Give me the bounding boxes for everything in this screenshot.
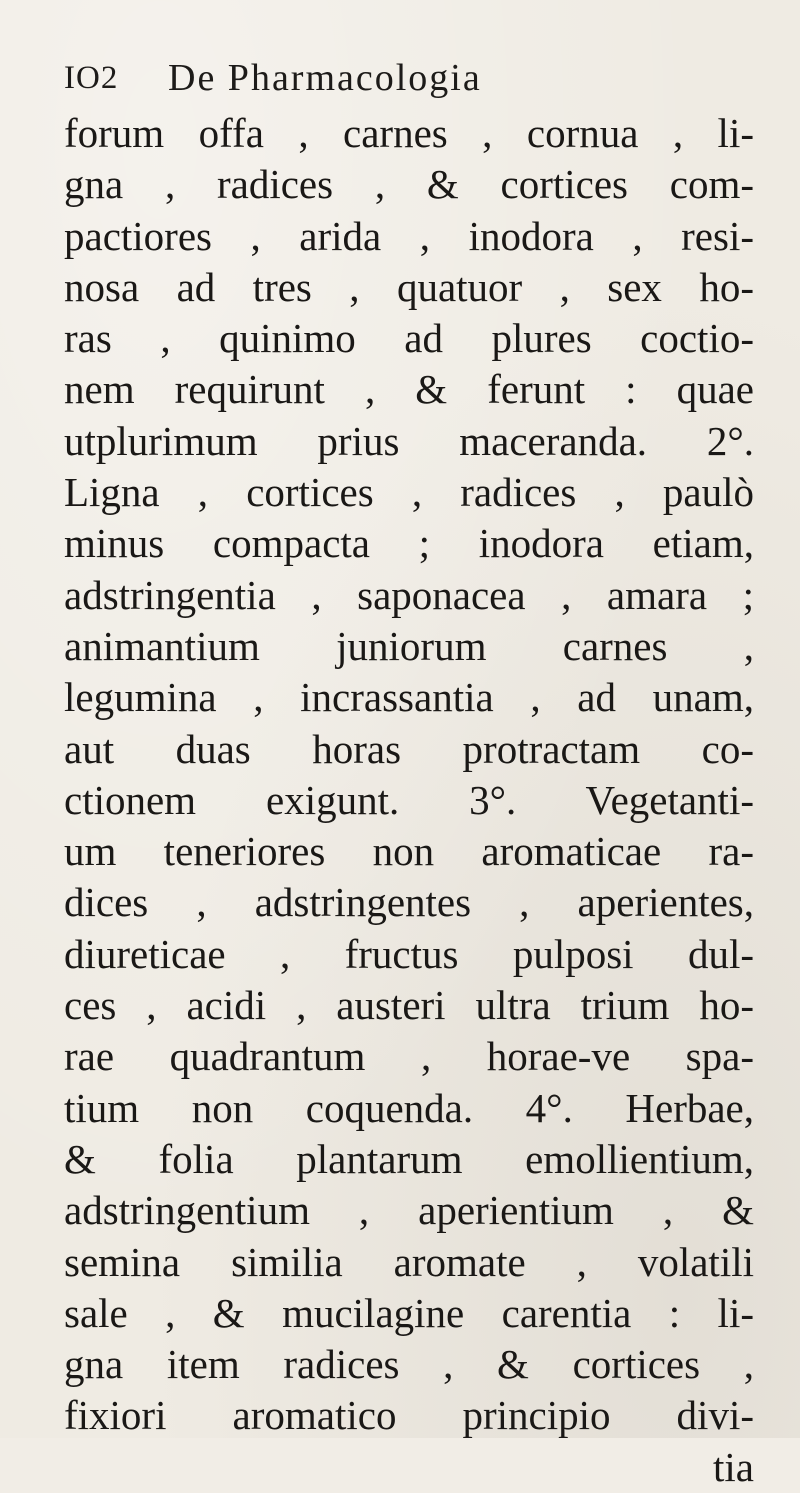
running-head: De Pharmacologia — [168, 57, 482, 99]
text-line: dices , adstringentes , aperientes, — [64, 879, 754, 926]
text-line: diureticae , fructus pulposi dul- — [64, 930, 754, 977]
text-line: & folia plantarum emollientium, — [64, 1135, 754, 1182]
body-text — [64, 108, 754, 1493]
text-line: Ligna , cortices , radices , paulò — [64, 469, 754, 516]
page-header — [64, 54, 744, 102]
text-line: animantium juniorum carnes , — [64, 622, 754, 669]
text-line: adstringentium , aperientium , & — [64, 1187, 754, 1234]
text-line: gna item radices , & cortices , — [64, 1341, 754, 1388]
text-line: gna , radices , & cortices com- — [64, 161, 754, 208]
text-line: aut duas horas protractam co- — [64, 725, 754, 772]
text-line: rae quadrantum , horae-ve spa- — [64, 1033, 754, 1080]
text-line: legumina , incrassantia , ad unam, — [64, 674, 754, 721]
text-line: semina similia aromate , volatili — [64, 1238, 754, 1285]
text-line: ces , acidi , austeri ultra trium ho- — [64, 982, 754, 1029]
text-line-catchword: tia — [713, 1443, 754, 1490]
text-line: adstringentia , saponacea , amara ; — [64, 571, 754, 618]
text-line: um teneriores non aromaticae ra- — [64, 828, 754, 875]
text-line: fixiori aromatico principio divi- — [64, 1392, 754, 1439]
text-line: utplurimum prius maceranda. 2°. — [64, 417, 754, 464]
text-line: tium non coquenda. 4°. Herbae, — [64, 1084, 754, 1131]
text-line: pactiores , arida , inodora , resi- — [64, 212, 754, 259]
text-line: ctionem exigunt. 3°. Vegetanti- — [64, 776, 754, 823]
text-line: ras , quinimo ad plures coctio- — [64, 315, 754, 362]
page-number: IO2 — [64, 60, 119, 96]
text-line: minus compacta ; inodora etiam, — [64, 520, 754, 567]
text-line: nosa ad tres , quatuor , sex ho- — [64, 263, 754, 310]
text-line: forum offa , carnes , cornua , li- — [64, 110, 754, 156]
text-line: nem requirunt , & ferunt : quae — [64, 366, 754, 413]
text-line: sale , & mucilagine carentia : li- — [64, 1289, 754, 1336]
